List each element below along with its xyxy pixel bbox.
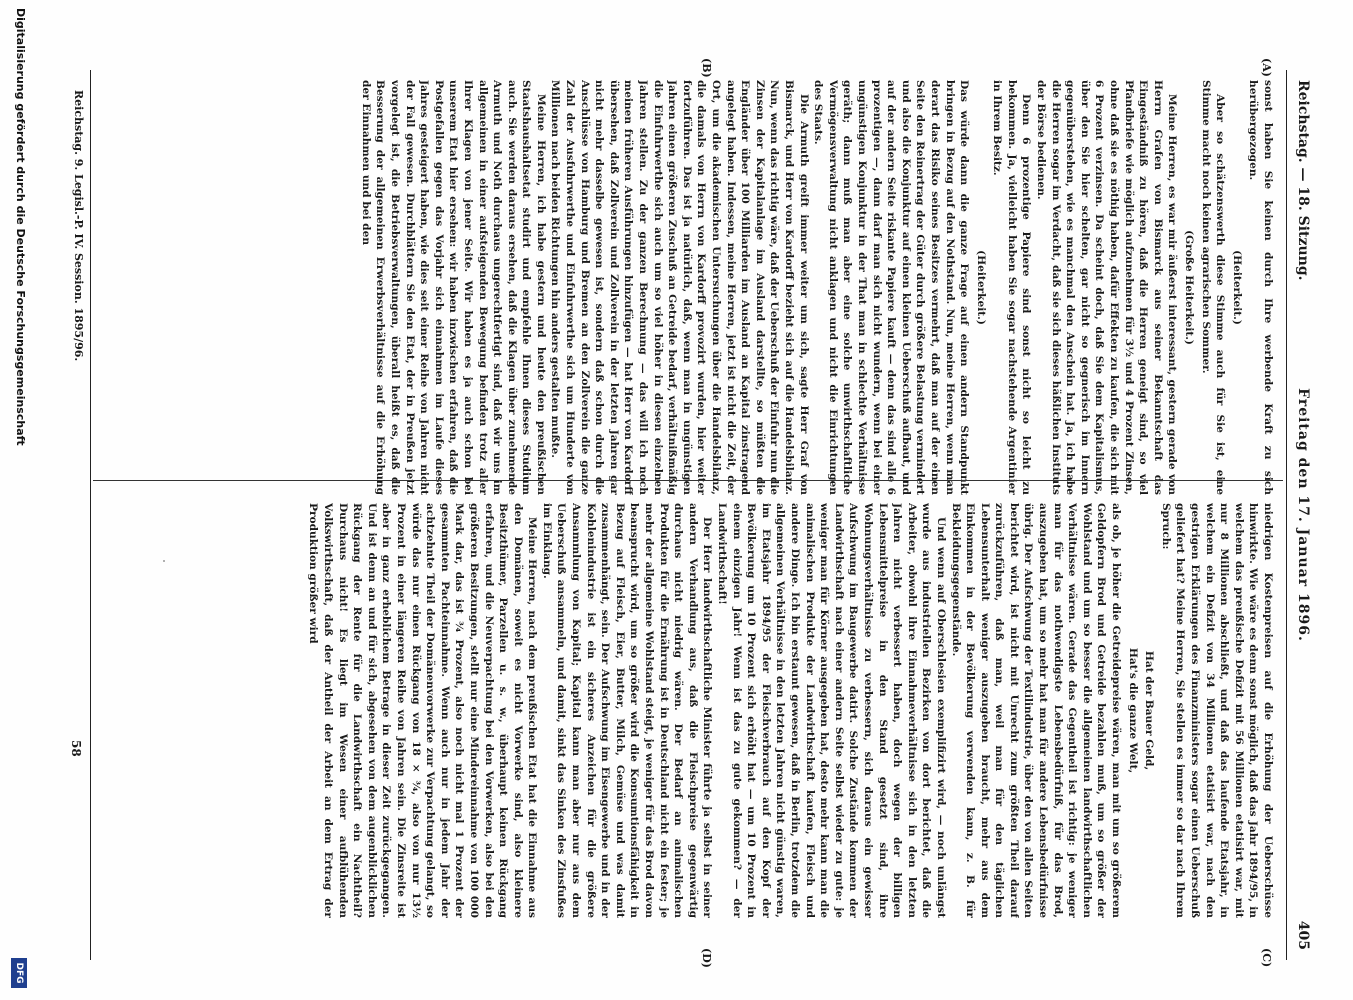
- paragraph: als ob, je höher die Getreidepreise wären, man mit um so größerem Geldopfern Brod und Getreide bezahlen muß, um so größer der Wohlstand und um so besser die allgemeinen landwirthschaftlichen Verhältnisse wären. Gerade das Gegentheil ist richtig: je weniger man für das nothwendigste Lebensbedürfniß, für das Brod, auszugeben hat, um so mehr hat man für andere Lebensbedürfnisse übrig. Der Aufschwung der Textilindustrie, über den von allen Seiten berichtet wird, ist nicht mit Unrecht zum größten Theil darauf zurückzuführen, daß man, weil man für den täglichen Lebensunterhalt weniger auszugeben braucht, mehr aus dem Einkommen in der Bevölkerung verwenden kann, z. B. für Bekleidungsgegenstände.: [949, 503, 1123, 918]
- margin-marker-c: (C): [1260, 948, 1273, 968]
- paragraph: Meine Herren, es war mir äußerst interessant, gestern gerade von Herrn Grafen von Bismarck aus seiner Bekanntschaft das Eingeständniß zu hören, daß die Herren geneigt sind, so viel Pfandbriefe wie möglich aufzunehmen für 3½ und 4 Prozent Zinsen, ohne daß sie es nöthig haben, dafür Effekten zu kaufen, die sich mit 6 Prozent verzinsen. Da scheint doch, daß Sie dem Kapitalismus, über den Sie hier schelten, gar nicht so gegnerisch im Innern gegenüberstehen, wie es manchmal den Anschein hat. Ja, ich habe die Herren sogar im Verdacht, daß sie sich dieses häßlichen Instituts der Börse bedienen.: [1035, 80, 1179, 495]
- margin-marker-b: (B): [700, 58, 713, 78]
- footer-source: Reichstag. 9. Legisl.-P. IV. Session. 1895/96.: [72, 90, 85, 362]
- header-rule: [1286, 70, 1287, 960]
- right-text-column: [95, 503, 1275, 918]
- header-date: Freitag den 17. Januar 1896.: [1295, 388, 1311, 642]
- scan-speck: [163, 560, 165, 562]
- page-header: [1289, 80, 1311, 950]
- digitization-credit: [5, 0, 31, 1000]
- left-text-column: [95, 80, 1275, 495]
- dfg-logo: DFG: [11, 958, 27, 988]
- footer-page-number: 58: [69, 740, 83, 757]
- margin-marker-a: (A): [1260, 58, 1273, 77]
- paragraph: Der Herr landwirthschaftliche Minister führte ja selbst in seiner andern Verhandlung aus, daß die Fleischpreise gegenwärtig durchaus nicht niedrig wären. Der Bedarf an animalischen Produkten für die Ernährung ist in Deutschland nicht ein fester; je mehr der allgemeine Wohlstand steigt, je weniger für das Brod davon beansprucht wird, um so größer wird die Konsumtionsfähigkeit in Bezug auf Fleisch, Eier, Butter, Milch, Gemüse und was damit zusammenhängt, sein. Der Aufschwung im Eisengewerbe und in der Kohlenindustrie ist ein sicheres Anzeichen für die größere Ansammlung von Kapital; Kapital kann man aber nur aus dem Ueberschuß ansammeln, und damit, sinkt das Sinken des Zinsfußes im Einklang.: [540, 503, 714, 918]
- paragraph: Meine Herren, ich habe gestern und heute den preußischen Staatshaushaltsetat studirt und empfehle Ihnen dieses Studium auch. Sie werden daraus ersehen, daß die Klagen über zunehmende Armuth und Noth durchaus ungerechtfertigt sind, daß wir uns im allgemeinen in einer aufsteigenden Bewegung befinden trotz aller Ihrer Klagen von jener Seite. Wir haben es ja auch schon bei unserem Etat hier ersehen: wir haben inzwischen erfahren, daß die Postgefallen gegen das Vorjahr sich einnahmen im Laufe dieses Jahres gesteigert haben, wie dies seit einer Reihe von Jahren nicht der Fall gewesen. Durchblättern Sie den Etat, der in Preußen jetzt vorgelegt ist, die Betriebsverwaltungen, überall heißt es, daß die Besserung der allgemeinen Erwerbsverhältnisse auf die Erhöhung der Einnahmen und bei den: [359, 80, 547, 495]
- paragraph: Das würde dann die ganze Frage auf einen andern Standpunkt bringen in Bezug auf den Nothstand. Nun, meine Herren, wenn man derart das Risiko seines Besitzes vermehrt, daß man auf der einen Seite den Reinertrag der Güter durch größere Belastung vermindert und also die Konjunktur auf einen kleinen Ueberschuß aufbaut, und auf der andern Seite riskante Papiere kauft — denn das sind alle 6 prozentigen —, dann darf man sich nicht wundern, wenn bei einer ungünstigen Konjunktur in der That man in schlechte Verhältnisse geräth; dann muß man aber eine solche unwirthschaftliche Vermögensverwaltung nicht anklagen und nicht die Einrichtungen des Staats.: [812, 80, 971, 495]
- paragraph: Meine Herren, nach dem preußischen Etat hat die Einnahme aus den Domänen, soweit es nicht Vorwerke sind, also kleinere Besitzthümer, Parzellen u. s. w., überhaupt keinen Rückgang erfahren, und die Neuverpachtung bei den Vorwerken, also bei den größeren Besitzungen, stellt nur eine Mindereinnahme von 100 000 Mark dar, das ist ¾ Prozent, also noch nicht mal 1 Prozent der gesammten Pachteinnahme. Wenn auch nur in jedem Jahr der achtzehnte Theil der Domänenvorwerke zur Verpachtung gelangt, so würde das nur einen Rückgang von 18 × ¾, also von nur 13½ Prozent in einer längeren Reihe von Jahren sein. Die Zinsreite ist aber in ganz erheblichem Betrage in dieser Zeit zurückgegangen. Und ist denn an und für sich, abgesehen von dem augenblicklichen Rückgang der Rente für die Landwirthschaft ein Nachtheil? Durchaus nicht! Es liegt im Wesen einer aufblühenden Volkswirthschaft, daß der Antheil der Arbeit an dem Ertrag der Produktion größer wird: [307, 503, 539, 918]
- header-session: Reichstag. — 18. Sitzung.: [1295, 80, 1311, 281]
- paragraph: Und wenn auf Oberschlesien exemplifizirt wird, — noch unlängst wurde aus industriellen Bezirken von dort berichtet, daß die Arbeiter, obwohl ihre Einnahmeverhältnisse sich in den letzten Jahren nicht verbessert haben, doch wegen der billigen Lebensmittelpreise in den Stand gesetzt sind, ihre Wohnungsverhältnisse zu verbessern, sich daraus ein gewisser Aufschwung im Baugewerbe datirt. Solche Zustände kommen der Landwirthschaft nach einer andern Seite selbst wieder zu gute: je weniger man für Körner ausgegeben hat, desto mehr kann man die animalischen Produkte der Landwirthschaft kaufen, Fleisch und andere Dinge. Ich bin erstaunt gewesen, daß in Berlin, trotzdem die allgemeinen Verhältnisse in den letzten Jahren nicht günstig waren, im Etatsjahr 1894/95 der Fleischverbrauch auf den Kopf der Bevölkerung um 10 Prozent sich erhöht hat — um 10 Prozent in einem einzigen Jahr! Wenn ist das zu gute gekommen? — der Landwirthschaft!: [716, 503, 947, 918]
- paragraph: sonst haben Sie keinen durch Ihre werbende Kraft zu sich herübergezogen.: [1247, 80, 1274, 495]
- interjection: (Große Heiterkeit.): [1183, 230, 1196, 345]
- footer-rule: [90, 70, 91, 960]
- paragraph: Denn 6 prozentige Papiere sind sonst nicht so leicht zu bekommen. Ja, vielleicht haben Sie sogar nachstehende Argentinier in Ihrem Besitz.: [991, 80, 1033, 495]
- credit-text: Digitalisierung gefördert durch die Deutsche Forschungsgemeinschaft: [14, 8, 27, 446]
- paragraph: Aber so schätzenswerth diese Stimme auch für Sie ist, eine Stimme macht noch keinen agrarischen Sommer.: [1199, 80, 1227, 495]
- interjection: (Heiterkeit.): [1230, 250, 1243, 325]
- paragraph: Die Armuth greift immer weiter um sich, sagte Herr Graf von Bismarck, und Herr von Kardorff bezieht sich auf die Handelsbilanz. Nun, wenn das richtig wäre, daß der Ueberschuß der Einfuhr nun die Zinsen der Kapitalanlage im Ausland darstellte, so müßten die Engländer über 100 Milliarden im Ausland an Kapital zinstragend angelegt haben. Indessen, meine Herren, jetzt ist nicht die Zeit, der Ort, um die akademischen Untersuchungen über die Handelsbilanz, die damals von Herrn von Kardorff provozirt wurden, hier weiter fortzuführen. Das ist ja natürlich, daß, wenn man in ungünstigen Jahren einen größeren Zuschuß an Getreide bedarf, verhältnißmäßig die Einfuhrwerthe sich auch um so viel höher in diesen einzelnen Jahren stellen. Zu der ganzen Berechnung — das will ich noch meinen früheren Ausführungen hinzufügen — hat Herr von Kardorff übersehen, daß Zollverein und Zollverein in der letzten Jahren gar nicht mehr dasselbe gewesen ist, sondern daß schon durch die Anschlüsse von Hamburg und Bremen an den Zollverein die ganze Zahl der Ausfuhrwerthe und Einfuhrwerthe sich um Hunderte von Millionen nach beiden Richtungen hin anders gestalten mußte.: [549, 80, 810, 495]
- verse-line: Hat der Bauer Geld,: [1143, 650, 1156, 771]
- paragraph: niedrigen Kostenpreisen auf die Erhöhung der Ueberschüsse hinwirkte. Wie wäre es denn sonst möglich, daß das Jahr 1894/95, in welchem das preußische Defizit mit 56 Millionen etatisirt war, mit nur 8 Millionen abschließt, und daß das laufende Etatsjahr, in welchem ein Defizit von 34 Millionen etatisirt war, nach den gestrigen Erklärungen des Finanzministers sogar einen Ueberschuß geliefert hat? Meine Herren, Sie stellen es immer so dar nach Ihrem Spruch:: [1159, 503, 1274, 918]
- header-page-number: 405: [1295, 920, 1311, 950]
- column-separator: [93, 480, 1283, 481]
- interjection: (Heiterkeit.): [974, 250, 987, 325]
- margin-marker-d: (D): [700, 948, 713, 968]
- verse-line: Hat's die ganze Welt,: [1126, 647, 1139, 774]
